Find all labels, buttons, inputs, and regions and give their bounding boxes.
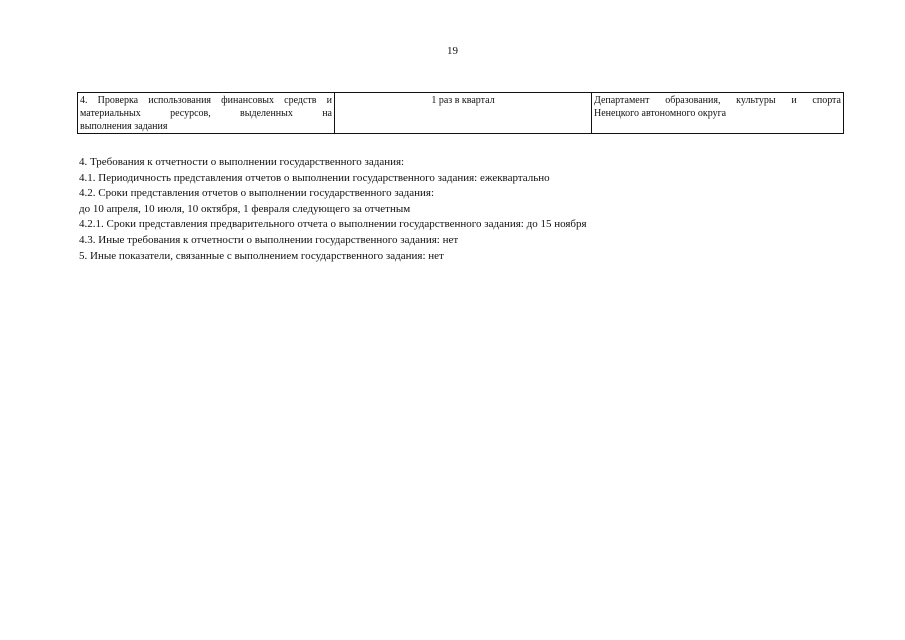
organization-text-line: Ненецкого автономного округа (594, 108, 727, 119)
reporting-deadline-dates: до 10 апреля, 10 июля, 10 октября, 1 февраля следующего за отчетным (79, 202, 411, 215)
section-heading: 4. Требования к отчетности о выполнении государственного задания: (79, 156, 405, 168)
organization-cell (592, 93, 844, 134)
event-text-line: выполнения задания (80, 121, 168, 132)
frequency-cell: 1 раз в квартал (335, 93, 592, 134)
table-row (78, 93, 844, 134)
event-cell (78, 93, 335, 134)
other-indicators: 5. Иные показатели, связанные с выполнением государственного задания: нет (79, 249, 444, 262)
page-number: 19 (447, 45, 458, 57)
event-text-line: 4. Проверка использования финансовых средств и (80, 95, 332, 106)
other-reporting-requirements: 4.3. Иные требования к отчетности о выполнении государственного задания: нет (79, 233, 459, 246)
event-text-line: материальных ресурсов, выделенных на (80, 108, 332, 119)
reporting-periodicity: 4.1. Периодичность представления отчетов о выполнении государственного задания: ежеквартально (79, 171, 550, 184)
organization-text-line: Департамент образования, культуры и спорта (594, 95, 841, 106)
reporting-deadlines: 4.2. Сроки представления отчетов о выполнении государственного задания: (79, 187, 435, 200)
control-table (77, 92, 844, 134)
reporting-requirements (79, 155, 839, 264)
preliminary-report-deadline: 4.2.1. Сроки представления предварительного отчета о выполнении государственного задания: до 15 ноября (79, 218, 587, 231)
